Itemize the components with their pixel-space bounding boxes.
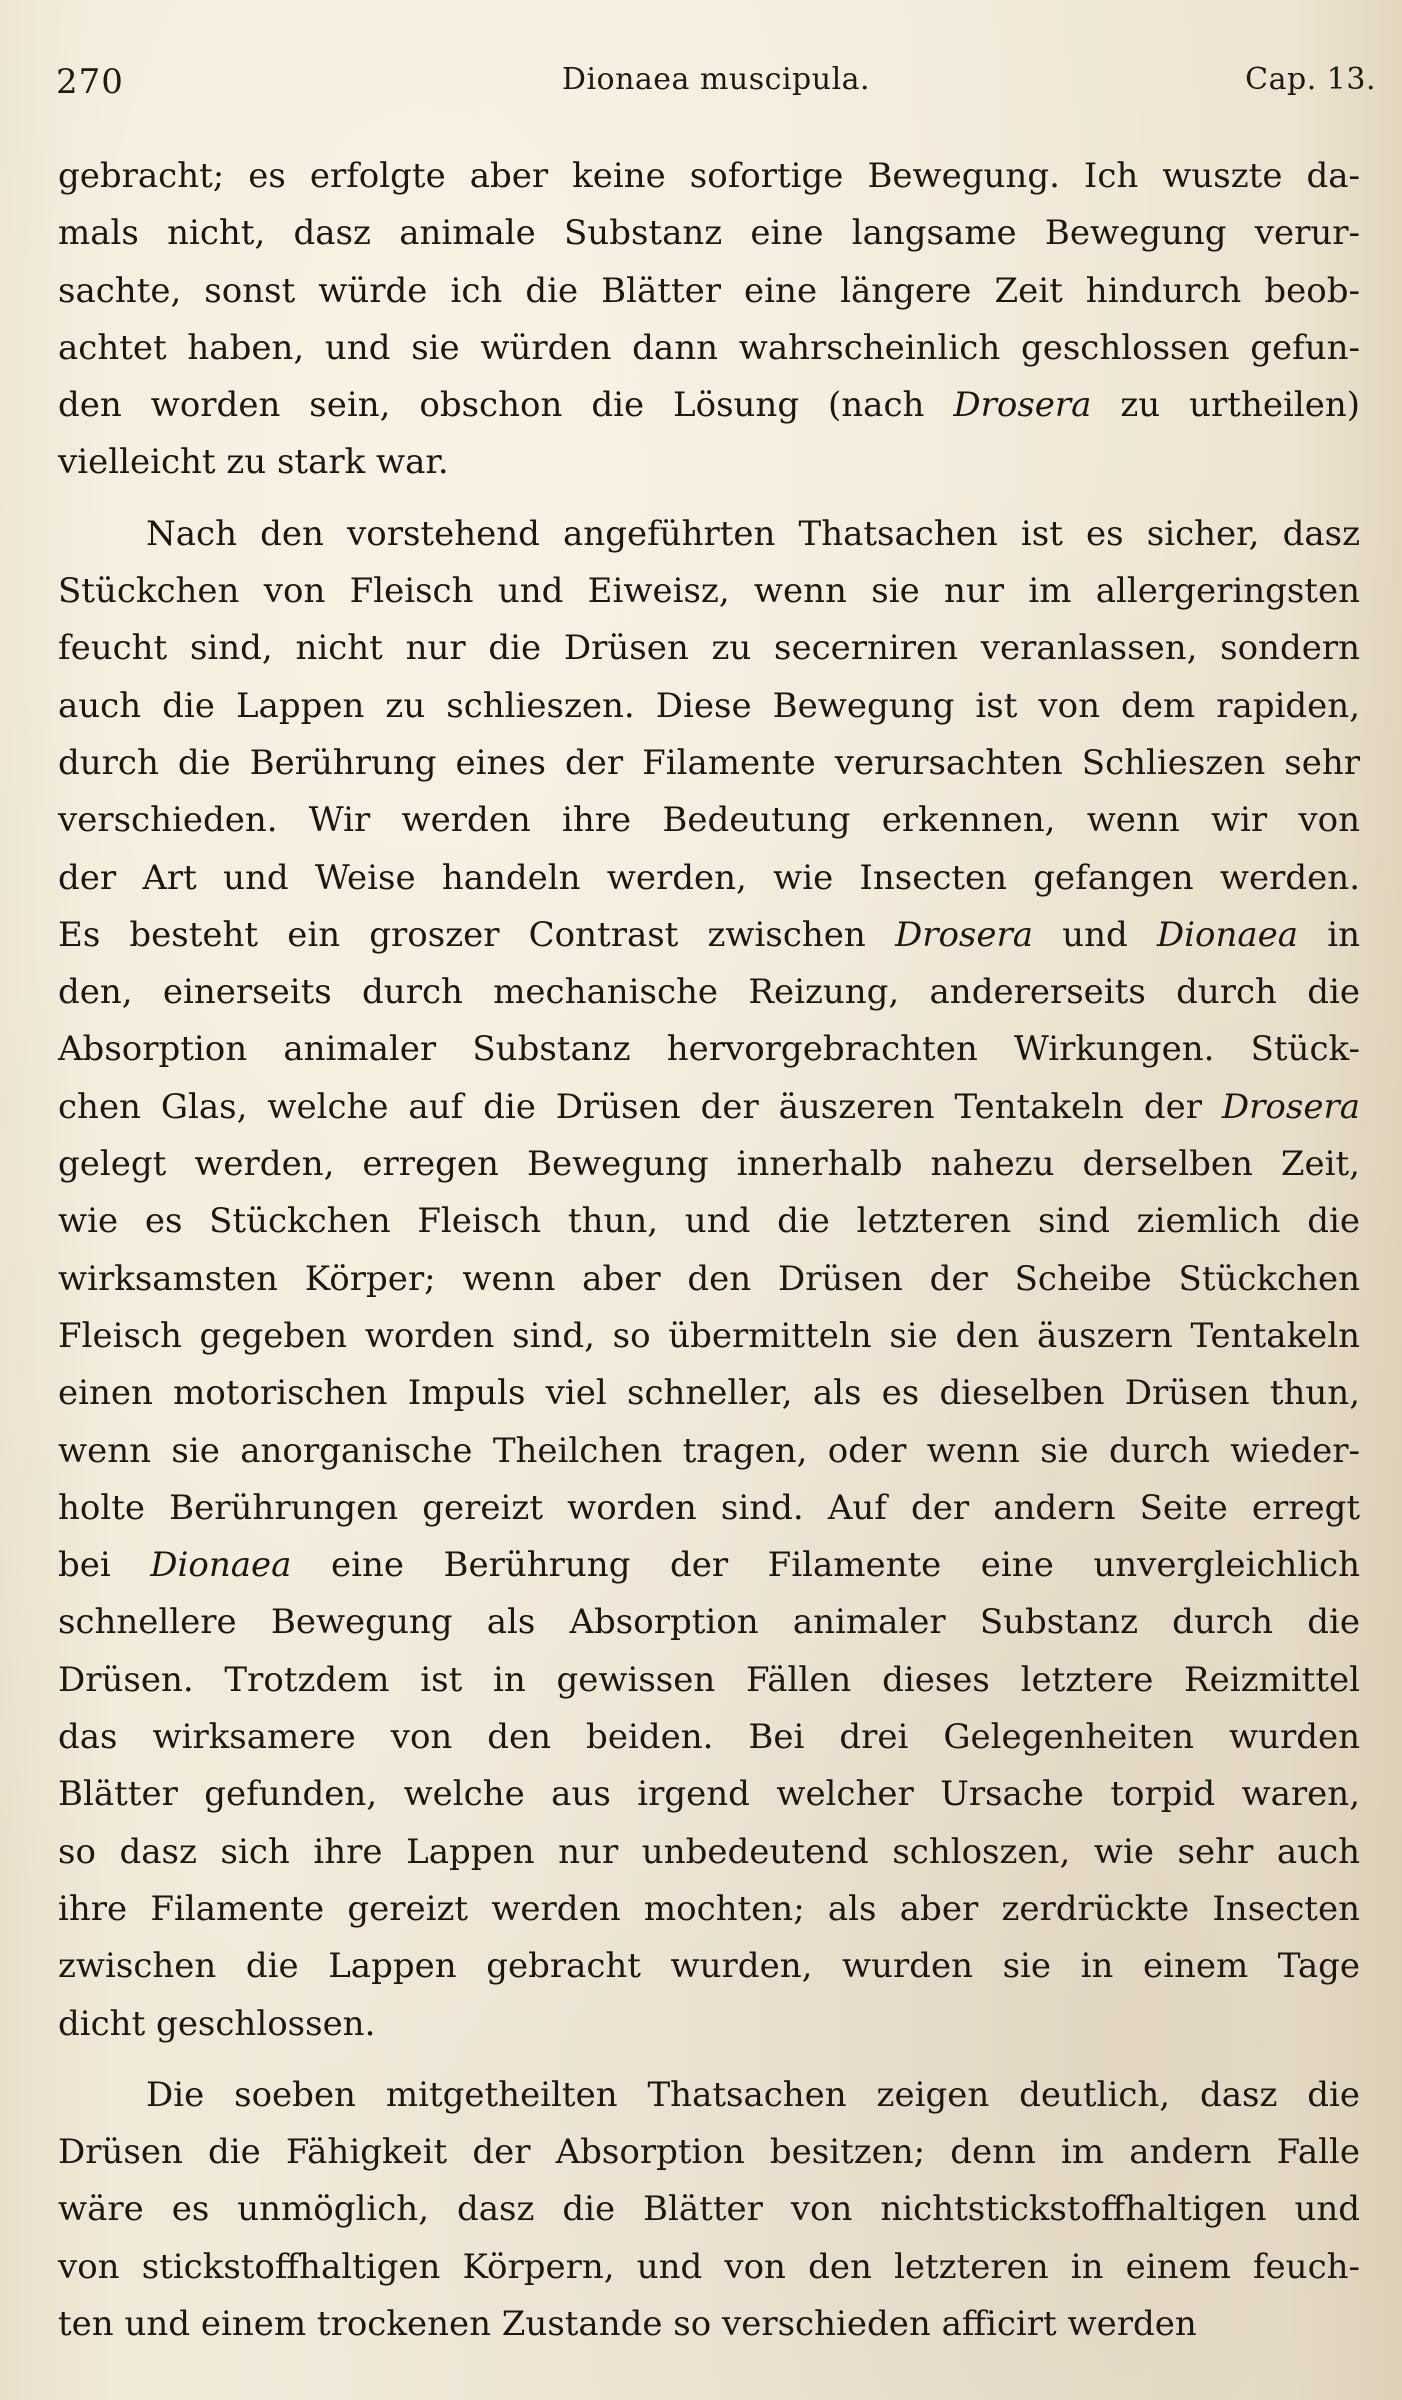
text-segment: gebracht; es erfolgte aber keine sofortige Bewegung. Ich wuszte da- [58,156,1360,196]
species-name: Drosera [953,385,1092,426]
text-segment: und [1033,914,1157,955]
text-line [58,1996,1360,2053]
text-line [58,1365,1360,1422]
text-line [58,1652,1360,1709]
text-segment: wäre es unmöglich, dasz die Blätter von nichtstickstoffhaltigen und [58,2189,1360,2230]
text-line [58,735,1360,792]
text-line [58,2181,1360,2238]
text-line [58,792,1360,849]
text-segment: feucht sind, nicht nur die Drüsen zu secerniren veranlassen, sondern [58,628,1360,669]
text-line [58,205,1360,262]
paragraph [58,2067,1360,2353]
species-name: Drosera [894,914,1034,955]
chapter-label: Cap. 13. [1245,62,1376,97]
text-segment: so dasz sich ihre Lappen nur unbedeutend schloszen, wie sehr auch [58,1831,1360,1872]
text-segment: Fleisch gegeben worden sind, so übermitteln sie den äuszern Tentakeln [58,1315,1360,1356]
text-line [58,1251,1360,1308]
text-segment: von stickstoffhaltigen Körpern, und von den letzteren in einem feuch- [58,2246,1360,2287]
text-line [58,907,1360,964]
text-segment: bei [58,1545,151,1586]
text-line [58,1594,1360,1651]
species-name: Dionaea [1156,914,1299,955]
text-segment: achtet haben, und sie würden dann wahrscheinlich geschlossen gefun- [58,327,1360,368]
text-line [58,148,1360,205]
text-segment: wenn sie anorganische Theilchen tragen, oder wenn sie durch wieder- [58,1430,1360,1471]
text-segment: gelegt werden, erregen Bewegung innerhalb nahezu derselben Zeit, [58,1144,1360,1185]
text-line [58,1709,1360,1766]
text-line [58,434,1360,491]
text-segment: Die soeben mitgetheilten Thatsachen zeigen deutlich, dasz die [146,2074,1360,2115]
text-segment: wie es Stückchen Fleisch thun, und die letzteren sind ziemlich die [58,1201,1360,1242]
text-line [58,850,1360,907]
text-segment: den, einerseits durch mechanische Reizung, andererseits durch die [58,972,1360,1013]
text-line [58,563,1360,620]
text-segment: Drüsen die Fähigkeit der Absorption besitzen; denn im andern Falle [58,2132,1360,2173]
text-line [58,263,1360,320]
text-segment: auch die Lappen zu schlieszen. Diese Bewegung ist von dem rapiden, [58,685,1360,726]
text-line [58,1938,1360,1995]
text-segment: zu urtheilen) [1091,385,1360,426]
text-line [58,1881,1360,1938]
running-title: Dionaea muscipula. [561,62,871,97]
text-line [58,1308,1360,1365]
text-segment: mals nicht, dasz animale Substanz eine langsame Bewegung verur- [58,213,1360,254]
text-line [58,320,1360,377]
text-segment: chen Glas, welche auf die Drüsen der äuszeren Tentakeln der [58,1086,1222,1127]
text-segment: wirksamsten Körper; wenn aber den Drüsen der Scheibe Stückchen [58,1258,1360,1299]
text-line [58,620,1360,677]
text-line [58,2296,1360,2353]
text-segment: Stückchen von Fleisch und Eiweisz, wenn sie nur im allergeringsten [58,571,1360,612]
text-segment: das wirksamere von den beiden. Bei drei Gelegenheiten wurden [58,1717,1360,1758]
text-segment: Blätter gefunden, welche aus irgend welcher Ursache torpid waren, [58,1774,1360,1815]
text-segment: Absorption animaler Substanz hervorgebrachten Wirkungen. Stück- [58,1029,1360,1070]
text-line [58,1480,1360,1537]
text-line [58,2067,1360,2124]
text-segment: eine Berührung der Filamente eine unvergleichlich [291,1545,1360,1586]
page-header [56,62,1376,110]
body-text [58,148,1360,2353]
text-line [58,1021,1360,1078]
paragraph [58,506,1360,2053]
text-segment: Nach den vorstehend angeführten Thatsachen ist es sicher, dasz [146,513,1360,554]
text-segment: holte Berührungen gereizt worden sind. Auf der andern Seite erregt [58,1487,1360,1528]
text-line [58,678,1360,735]
text-segment: Es besteht ein groszer Contrast zwischen [58,914,895,955]
page-number: 270 [56,62,124,102]
text-segment: ten und einem trockenen Zustande so verschieden afficirt werden [58,2303,1197,2344]
text-segment: einen motorischen Impuls viel schneller, als es dieselben Drüsen thun, [58,1373,1360,1414]
species-name: Dionaea [150,1545,292,1586]
text-line [58,1423,1360,1480]
text-segment: den worden sein, obschon die Lösung (nach [58,385,954,426]
text-segment: durch die Berührung eines der Filamente verursachten Schlieszen sehr [58,742,1360,783]
text-line [58,964,1360,1021]
text-line [58,1824,1360,1881]
text-segment: Drüsen. Trotzdem ist in gewissen Fällen dieses letztere Reizmittel [58,1659,1360,1700]
text-line [58,377,1360,434]
paragraph-gap [58,2053,1360,2067]
text-line [58,506,1360,563]
text-segment: in [1298,914,1360,955]
text-segment: schnellere Bewegung als Absorption animaler Substanz durch die [58,1602,1360,1643]
text-segment: verschieden. Wir werden ihre Bedeutung erkennen, wenn wir von [58,800,1360,841]
text-segment: sachte, sonst würde ich die Blätter eine längere Zeit hindurch beob- [58,270,1360,311]
text-line [58,2124,1360,2181]
text-segment: ihre Filamente gereizt werden mochten; als aber zerdrückte Insecten [58,1888,1360,1929]
text-segment: zwischen die Lappen gebracht wurden, wurden sie in einem Tage [58,1946,1360,1987]
text-line [58,1136,1360,1193]
text-line [58,1079,1360,1136]
species-name: Drosera [1221,1086,1360,1127]
text-line [58,1537,1360,1594]
text-line [58,1766,1360,1823]
paragraph-gap [58,492,1360,506]
text-line [58,2239,1360,2296]
text-segment: vielleicht zu stark war. [58,442,449,483]
paragraph [58,148,1360,492]
text-line [58,1193,1360,1250]
text-segment: dicht geschlossen. [58,2003,376,2044]
text-segment: der Art und Weise handeln werden, wie Insecten gefangen werden. [58,857,1360,898]
